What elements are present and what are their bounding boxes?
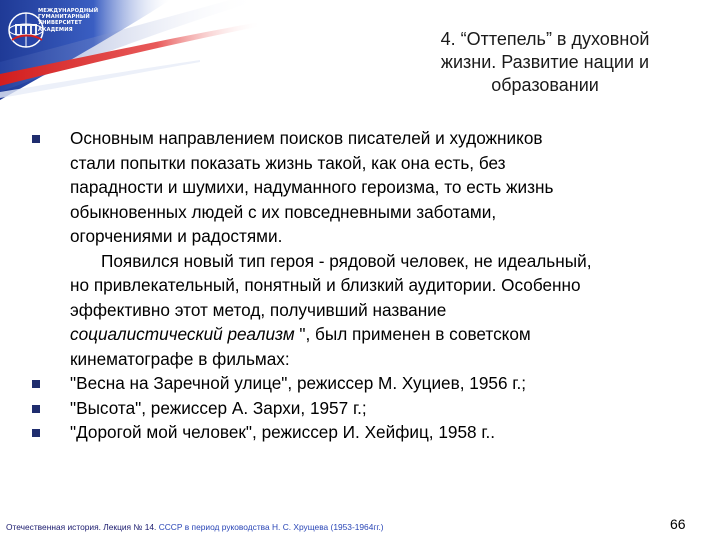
logo-line: МЕЖДУНАРОДНЫЙ	[38, 8, 99, 14]
title-line: жизни. Развитие нации и	[440, 52, 650, 72]
logo-text	[38, 8, 102, 33]
page-number: 66	[670, 516, 686, 532]
paragraph-line: эффективно этот метод, получивший название	[70, 299, 447, 320]
bullet-square-icon	[32, 380, 40, 388]
bullet-square-icon	[32, 135, 40, 143]
paragraph-line: но привлекательный, понятный и близкий аудитории. Особенно	[70, 275, 581, 295]
italic-term: социалистический реализм	[70, 324, 295, 344]
film-text: "Весна на Заречной улице", режиссер М. Хуциев, 1956 г.;	[70, 373, 527, 393]
slide-footer	[6, 522, 384, 532]
paragraph-line: Появился новый тип героя - рядовой человек, не идеальный,	[101, 250, 592, 271]
film-text: "Высота", режиссер А. Зархи, 1957 г.;	[70, 397, 367, 418]
paragraph-line: обыкновенных людей с их повседневными заботами,	[70, 201, 497, 222]
film-text: "Дорогой мой человек", режиссер И. Хейфиц, 1958 г..	[70, 422, 496, 442]
paragraph-line: огорчениями и радостями.	[70, 226, 283, 246]
logo-line: ГУМАНИТАРНЫЙ	[38, 14, 90, 21]
paragraph-text: ", был применен в советском	[294, 324, 531, 344]
paragraph-line	[70, 322, 688, 347]
logo-line: АКАДЕМИЯ	[38, 26, 73, 33]
film-item	[28, 420, 688, 445]
slide-body	[28, 126, 688, 445]
paragraph-line: стали попытки показать жизнь такой, как она есть, без	[70, 152, 506, 173]
footer-topic: СССР в период руководства Н. С. Хрущева (1953-1964гг.)	[156, 522, 384, 532]
paragraph-line: Основным направлением поисков писателей и художников	[70, 128, 543, 148]
film-item	[28, 371, 688, 396]
bullet-paragraph	[28, 126, 688, 371]
slide-title	[395, 28, 695, 97]
film-item	[28, 396, 688, 421]
bullet-square-icon	[32, 429, 40, 437]
footer-course: Отечественная история. Лекция № 14.	[6, 522, 157, 532]
title-line: образовании	[491, 75, 599, 95]
bullet-square-icon	[32, 405, 40, 413]
logo-line: УНИВЕРСИТЕТ	[38, 20, 82, 27]
title-line: 4. “Оттепель” в духовной	[440, 29, 650, 49]
paragraph-line: кинематографе в фильмах:	[70, 348, 290, 369]
paragraph-line: парадности и шумихи, надуманного героизма, то есть жизнь	[70, 177, 554, 197]
